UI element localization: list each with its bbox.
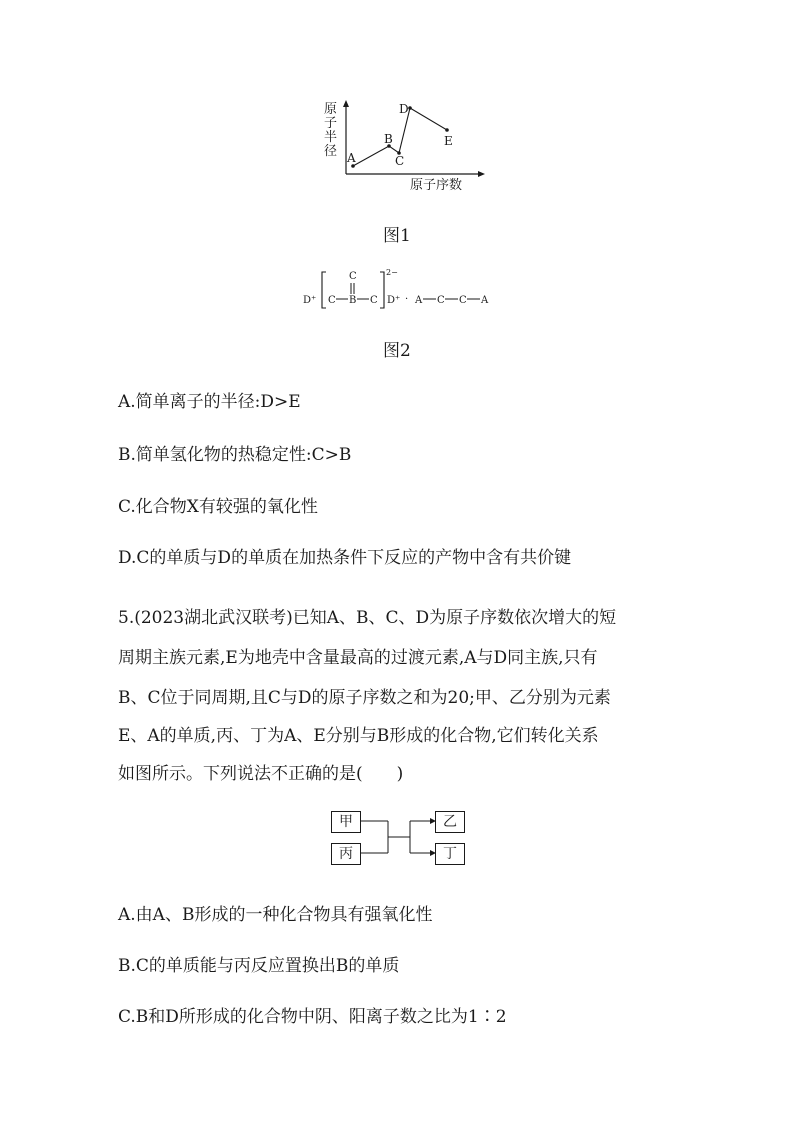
- charge-label: 2−: [386, 268, 398, 277]
- top-c: C: [349, 271, 357, 282]
- q5-stem-line-2: 周期主族元素,E为地壳中含量最高的过渡元素,A与D同主族,只有: [118, 648, 598, 668]
- y-axis-label-2: 子: [324, 116, 338, 131]
- left-bracket: [322, 272, 326, 308]
- chain-c2: C: [459, 295, 467, 306]
- y-axis-label-1: 原: [324, 102, 338, 117]
- chain-a2: A: [481, 295, 489, 306]
- q5-stem-line-1: 5.(2023湖北武汉联考)已知A、B、C、D为原子序数依次增大的短: [118, 608, 617, 628]
- bracket-left-c: C: [328, 295, 336, 306]
- point-d: [408, 106, 412, 110]
- right-bracket: [380, 272, 384, 308]
- box-ding: 丁: [435, 843, 465, 865]
- y-axis-arrow: [343, 100, 349, 107]
- figure1-atomic-radius-graph: [300, 95, 500, 195]
- q5-stem-line-3: B、C位于同周期,且C与D的原子序数之和为20;甲、乙分别为元素: [118, 688, 611, 708]
- point-e-label: E: [444, 134, 453, 148]
- figure2-caption: 图2: [383, 341, 411, 361]
- q5-stem-line-5: 如图所示。下列说法不正确的是( ): [118, 764, 404, 784]
- left-d-cation: D⁺: [303, 295, 317, 306]
- figure1-caption: 图1: [383, 226, 411, 246]
- x-axis-arrow: [478, 171, 485, 177]
- y-axis-label-4: 径: [324, 144, 338, 159]
- point-a-label: A: [347, 151, 356, 165]
- y-axis-label-3: 半: [324, 130, 338, 145]
- separator-dot: ·: [405, 294, 409, 305]
- right-d-cation: D⁺: [387, 295, 401, 306]
- chain-c1: C: [437, 295, 445, 306]
- box-bing: 丙: [331, 843, 361, 865]
- center-b: B: [349, 295, 357, 306]
- box-yi: 乙: [435, 811, 465, 833]
- figure2-structure: [295, 262, 505, 314]
- point-d-label: D: [399, 102, 409, 116]
- point-e: [445, 128, 449, 132]
- q5-option-c: C.B和D所形成的化合物中阴、阳离子数之比为1∶2: [118, 1007, 507, 1027]
- point-c-label: C: [395, 154, 405, 168]
- x-axis-label: 原子序数: [410, 178, 463, 193]
- q5-option-a: A.由A、B形成的一种化合物具有强氧化性: [118, 905, 433, 925]
- box-jia: 甲: [331, 811, 361, 833]
- bracket-right-c: C: [370, 295, 378, 306]
- q4-option-d: D.C的单质与D的单质在加热条件下反应的产物中含有共价键: [118, 548, 572, 568]
- point-b-label: B: [384, 132, 393, 146]
- chain-a1: A: [415, 295, 423, 306]
- q4-option-c: C.化合物X有较强的氧化性: [118, 497, 318, 517]
- q4-option-b: B.简单氢化物的热稳定性:C>B: [118, 445, 352, 465]
- q5-stem-line-4: E、A的单质,丙、丁为A、E分别与B形成的化合物,它们转化关系: [118, 726, 599, 746]
- q4-option-a: A.简单离子的半径:D>E: [118, 392, 301, 412]
- q5-option-b: B.C的单质能与丙反应置换出B的单质: [118, 956, 400, 976]
